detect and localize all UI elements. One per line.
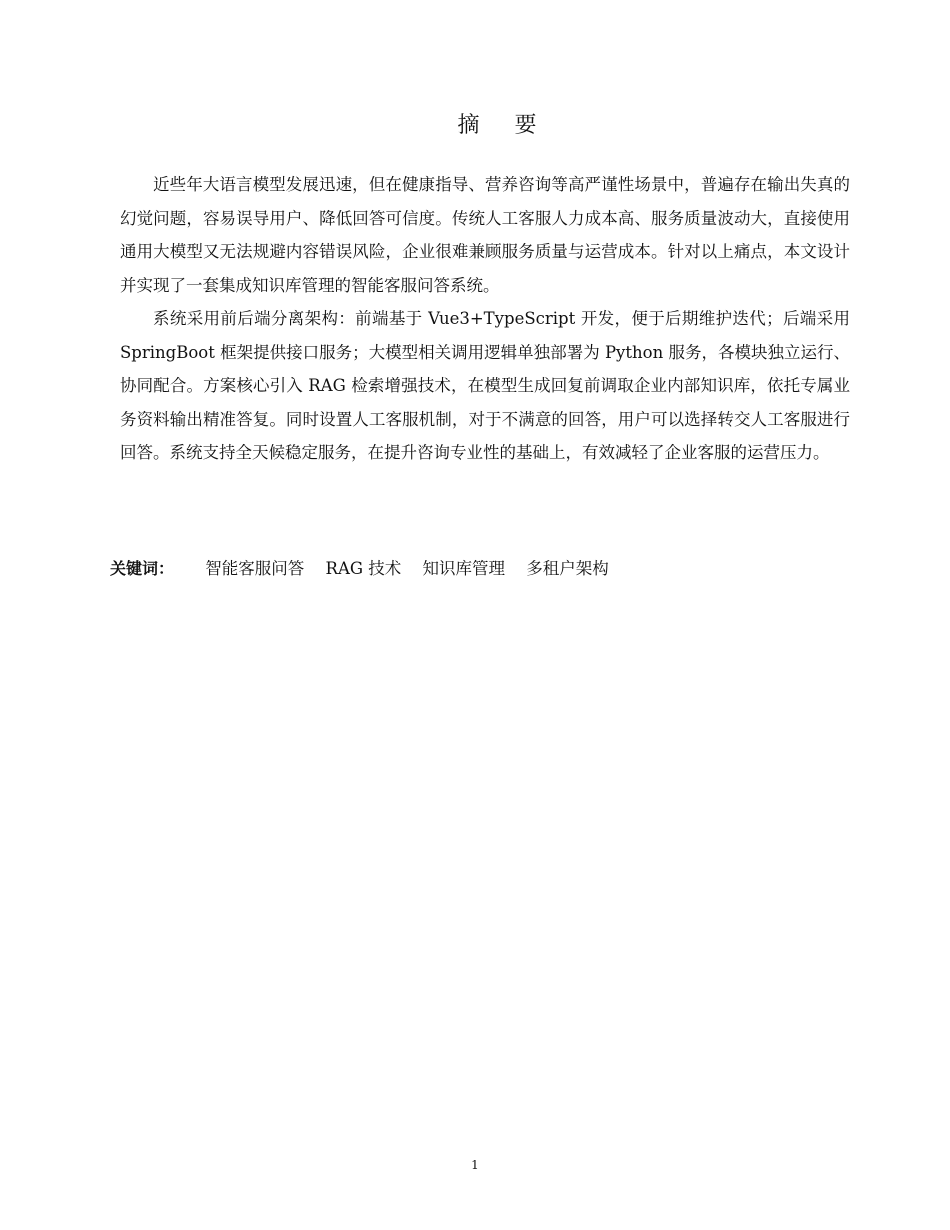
keyword-item: RAG 技术 [325,559,402,578]
keyword-item: 知识库管理 [422,559,506,578]
abstract-title: 摘 要 [457,113,551,138]
keywords-line [110,552,850,585]
abstract-paragraph-1: 近些年大语言模型发展迅速，但在健康指导、营养咨询等高严谨性场景中，普遍存在输出失真的幻觉问题，容易误导用户、降低回答可信度。传统人工客服人力成本高、服务质量波动大，直接使用通用大模型又无法规避内容错误风险，企业很难兼顾服务质量与运营成本。针对以上痛点，本文设计并实现了一套集成知识库管理的智能客服问答系统。 [120,175,850,295]
page-number: 1 [471,1158,479,1172]
keyword-item: 智能客服问答 [205,559,305,578]
keyword-item: 多租户架构 [526,559,609,578]
keywords-label: 关键词： [110,559,175,578]
abstract-paragraph-2: 系统采用前后端分离架构：前端基于 Vue3+TypeScript 开发，便于后期维护迭代；后端采用 SpringBoot 框架提供接口服务；大模型相关调用逻辑单独部署为 Python 服务，各模块独立运行、协同配合。方案核心引入 RAG 检索增强技术，在模型生成回复前调取企业内部知识库，依托专属业务资料输出精准答复。同时设置人工客服机制，对于不满意的回答，用户可以选择转交人工客服进行回答。系统支持全天候稳定服务，在提升咨询专业性的基础上，有效减轻了企业客服的运营压力。 [120,309,850,462]
abstract-body [120,168,850,470]
